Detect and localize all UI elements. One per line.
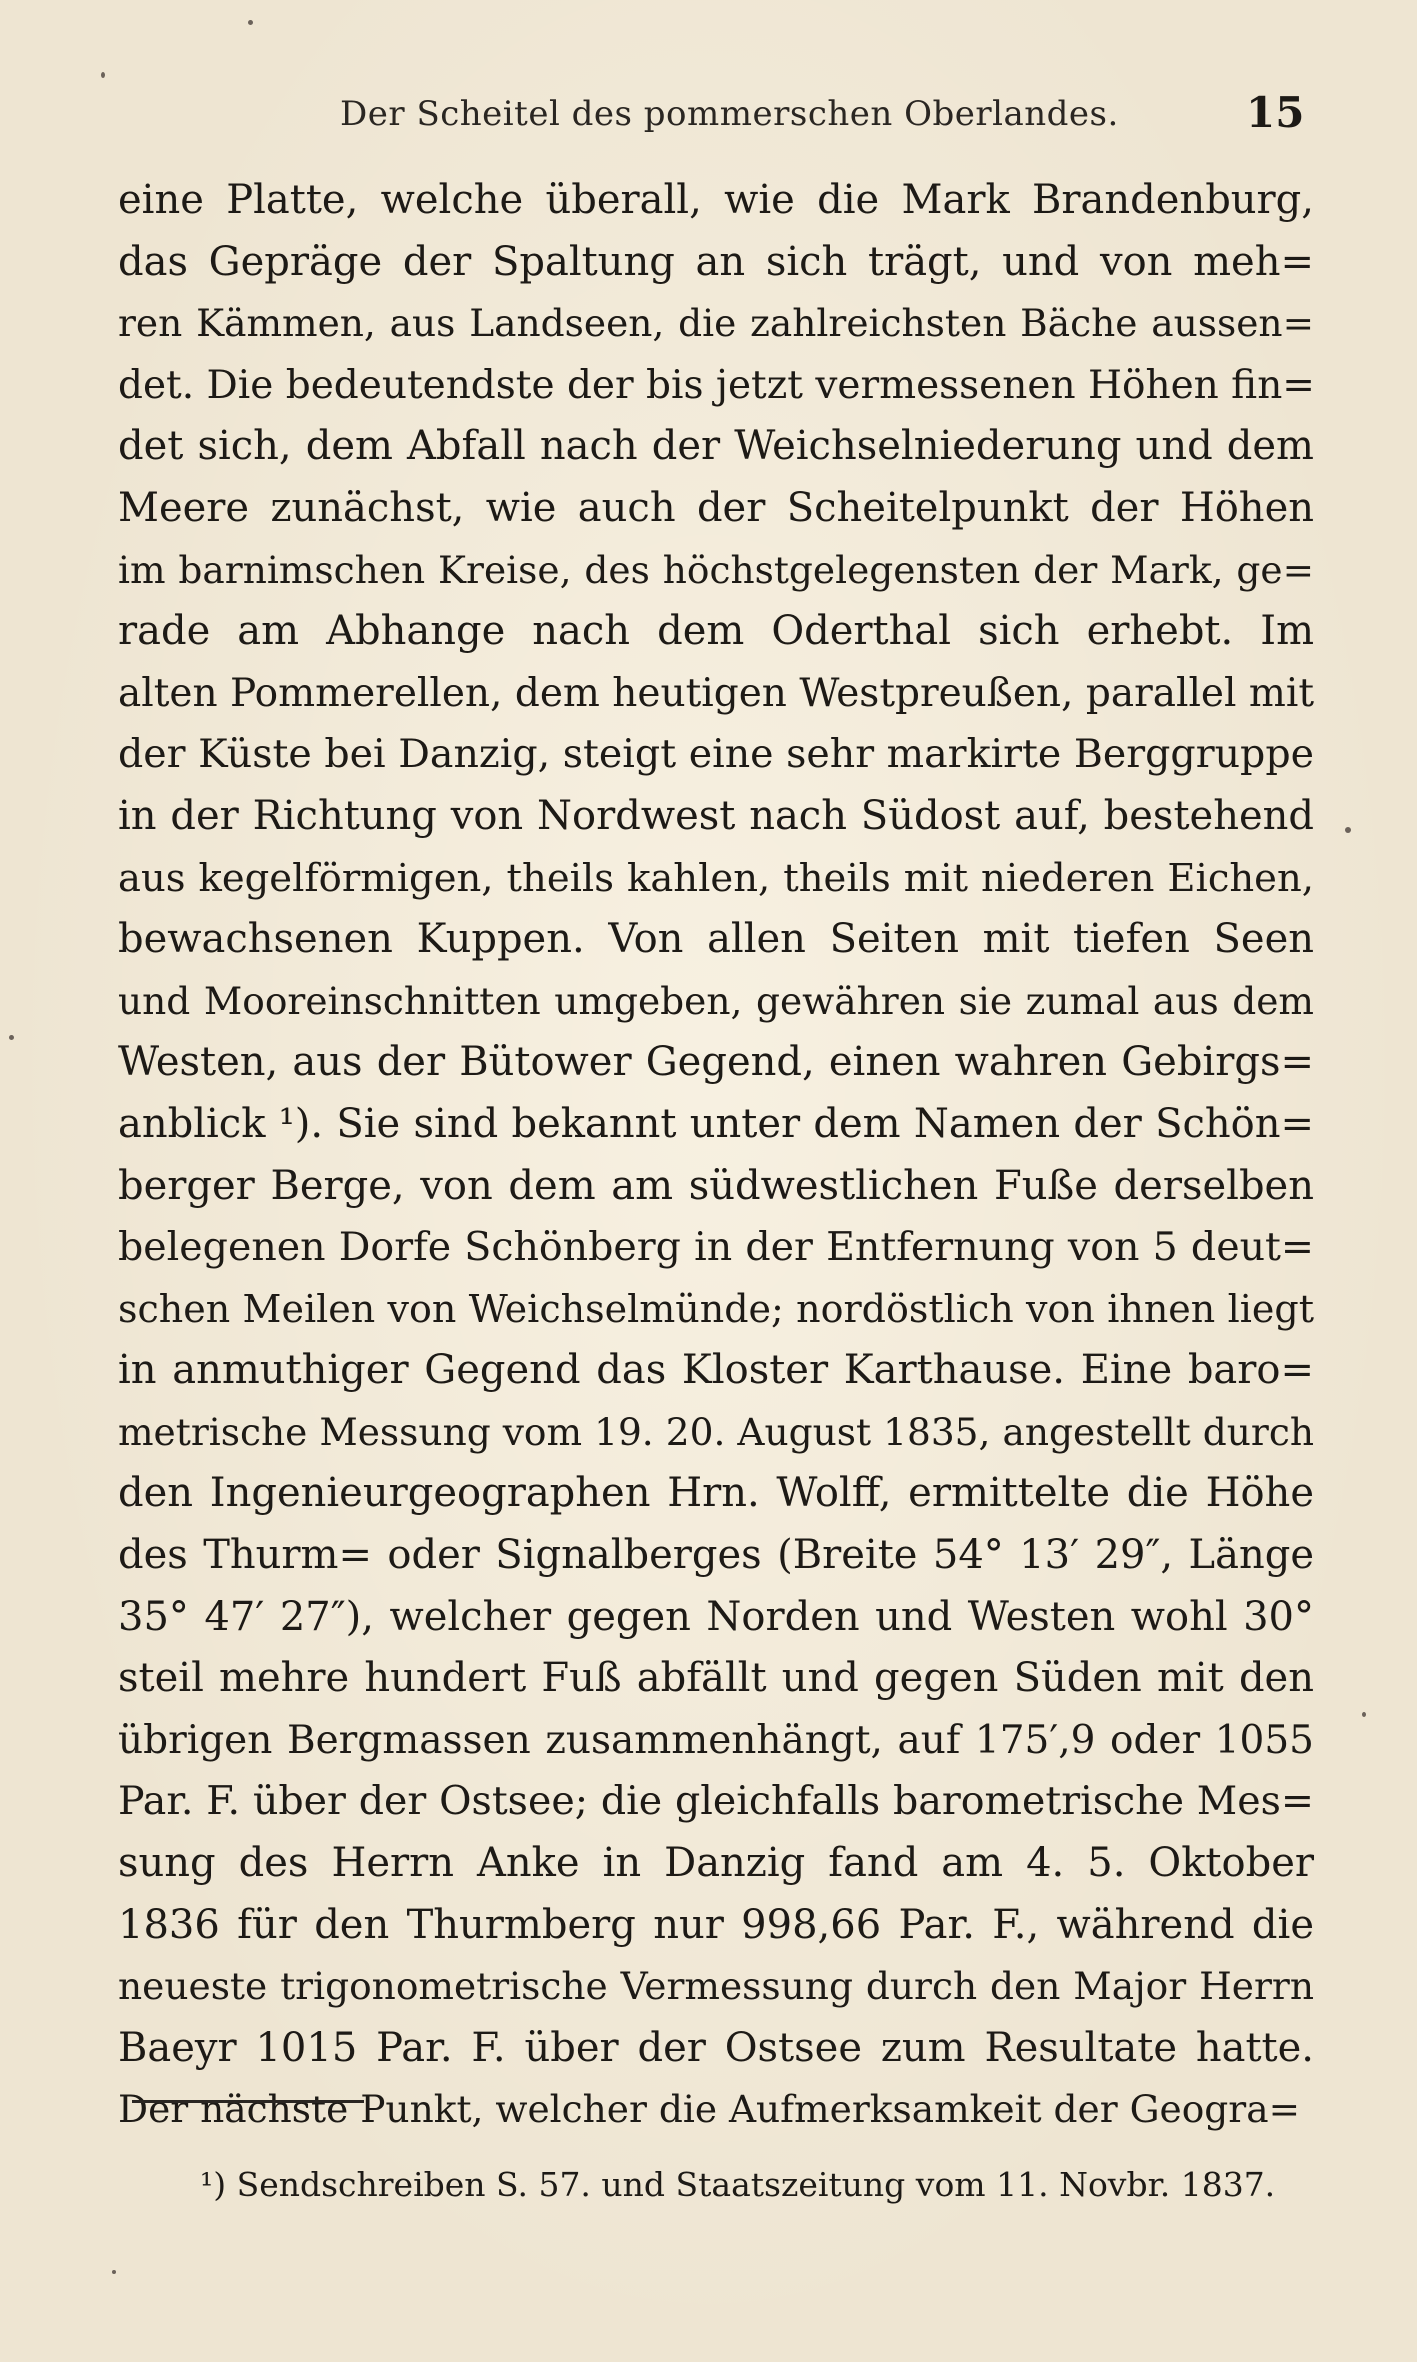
paper-speck bbox=[1345, 827, 1351, 833]
text-line: metrische Messung vom 19. 20. August 1835, angestellt durch bbox=[118, 1409, 1314, 1454]
text-line: belegenen Dorfe Schönberg in der Entfernung von 5 deut= bbox=[118, 1224, 1314, 1271]
text-line: Baeyr 1015 Par. F. über der Ostsee zum Resultate hatte. bbox=[118, 2024, 1314, 2071]
body-text bbox=[118, 170, 1314, 2141]
text-line: berger Berge, von dem am südwestlichen Fuße derselben bbox=[118, 1162, 1314, 1209]
text-line: sung des Herrn Anke in Danzig fand am 4. 5. Oktober bbox=[118, 1840, 1314, 1887]
text-line: schen Meilen von Weichselmünde; nordöstlich von ihnen liegt bbox=[118, 1286, 1314, 1331]
text-line: den Ingenieurgeographen Hrn. Wolff, ermittelte die Höhe bbox=[118, 1470, 1314, 1517]
text-line: bewachsenen Kuppen. Von allen Seiten mit tiefen Seen bbox=[118, 916, 1314, 963]
paper-speck bbox=[9, 1035, 14, 1040]
text-line: 35° 47′ 27″), welcher gegen Norden und Westen wohl 30° bbox=[118, 1593, 1314, 1640]
text-line: übrigen Bergmassen zusammenhängt, auf 175′,9 oder 1055 bbox=[118, 1717, 1314, 1763]
text-line: Meere zunächst, wie auch der Scheitelpunkt der Höhen bbox=[118, 484, 1314, 531]
text-line: Par. F. über der Ostsee; die gleichfalls barometrische Mes= bbox=[118, 1778, 1314, 1825]
text-line: neueste trigonometrische Vermessung durch den Major Herrn bbox=[118, 1964, 1314, 2009]
text-line: det sich, dem Abfall nach der Weichselniederung und dem bbox=[118, 423, 1314, 470]
footnote-divider bbox=[132, 2100, 364, 2103]
text-line: Westen, aus der Bütower Gegend, einen wahren Gebirgs= bbox=[118, 1039, 1314, 1086]
text-line: ren Kämmen, aus Landseen, die zahlreichsten Bäche aussen= bbox=[118, 301, 1314, 346]
text-line: det. Die bedeutendste der bis jetzt vermessenen Höhen fin= bbox=[118, 362, 1315, 408]
page-number: 15 bbox=[1246, 88, 1305, 137]
running-title: Der Scheitel des pommerschen Oberlandes. bbox=[340, 94, 1119, 134]
text-line: alten Pommerellen, dem heutigen Westpreußen, parallel mit bbox=[118, 670, 1314, 716]
footnote: ¹) Sendschreiben S. 57. und Staatszeitung vom 11. Novbr. 1837. bbox=[200, 2165, 1276, 2204]
page-header bbox=[0, 84, 1417, 144]
text-line: 1836 für den Thurmberg nur 998,66 Par. F., während die bbox=[118, 1901, 1314, 1948]
text-line: des Thurm= oder Signalberges (Breite 54° 13′ 29″, Länge bbox=[118, 1532, 1314, 1579]
text-line: im barnimschen Kreise, des höchstgelegensten der Mark, ge= bbox=[118, 547, 1314, 592]
text-line: Der nächste Punkt, welcher die Aufmerksamkeit der Geogra= bbox=[118, 2087, 1301, 2132]
text-line: rade am Abhange nach dem Oderthal sich erhebt. Im bbox=[118, 608, 1314, 655]
text-line: eine Platte, welche überall, wie die Mark Brandenburg, bbox=[118, 177, 1314, 223]
paper-speck bbox=[248, 20, 253, 25]
text-line: in der Richtung von Nordwest nach Südost auf, bestehend bbox=[118, 792, 1314, 839]
text-line: das Gepräge der Spaltung an sich trägt, und von meh= bbox=[118, 238, 1314, 285]
paper-speck bbox=[1362, 1712, 1366, 1717]
paper-speck bbox=[112, 2270, 116, 2274]
text-line: steil mehre hundert Fuß abfällt und gegen Süden mit den bbox=[118, 1655, 1314, 1702]
text-line: aus kegelförmigen, theils kahlen, theils mit niederen Eichen, bbox=[118, 855, 1314, 901]
text-line: der Küste bei Danzig, steigt eine sehr markirte Berggruppe bbox=[118, 731, 1314, 778]
text-line: in anmuthiger Gegend das Kloster Karthause. Eine baro= bbox=[118, 1347, 1314, 1394]
paper-speck bbox=[101, 72, 105, 78]
text-line: und Mooreinschnitten umgeben, gewähren sie zumal aus dem bbox=[118, 978, 1314, 1023]
text-line: anblick ¹). Sie sind bekannt unter dem Namen der Schön= bbox=[118, 1100, 1314, 1147]
